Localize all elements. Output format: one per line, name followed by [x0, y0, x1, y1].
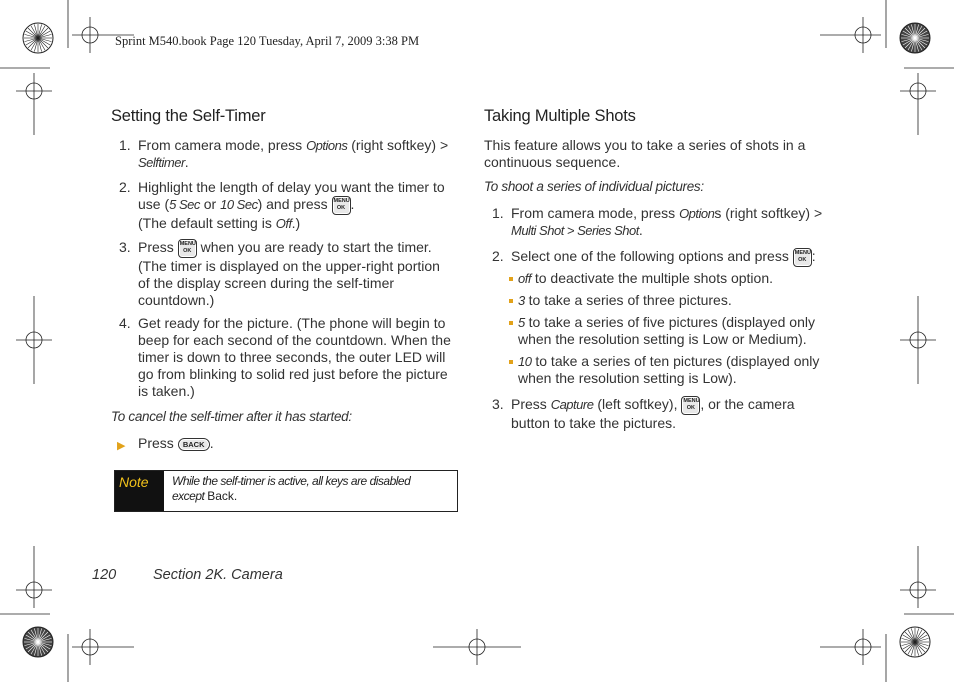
right-step-2: 2. Select one of the following options and press MENU OK : — [511, 248, 841, 267]
square-bullet-icon — [509, 299, 513, 303]
menu-ok-key-icon: MENU OK — [681, 396, 700, 415]
cancel-subheading: To cancel the self-timer after it has started: — [111, 409, 352, 424]
crosshair-bottom-2 — [433, 629, 521, 665]
crosshair-left-2 — [16, 296, 52, 384]
square-bullet-icon — [509, 321, 513, 325]
crosshair-bottom-1 — [72, 629, 134, 665]
option-3: 3 to take a series of three pictures. — [518, 292, 732, 309]
press-back-line: ▶ Press BACK . — [138, 435, 214, 452]
back-key-icon: BACK — [178, 438, 210, 451]
square-bullet-icon — [509, 360, 513, 364]
right-step-1: 1. From camera mode, press Options (right softkey) > Multi Shot > Series Shot. — [492, 205, 823, 238]
note-label: Note — [115, 471, 164, 511]
left-step-2: 2. Highlight the length of delay you want the timer to use (5 Sec or 10 Sec) and press MENU OK . (The default setting is Off.) — [119, 179, 445, 231]
right-step-3: 3. Press Capture (left softkey), MENU OK , or the camera button to take the pictures. — [492, 396, 795, 431]
option-off: off to deactivate the multiple shots option. — [518, 270, 773, 287]
left-step-3: 3. Press MENU OK when you are ready to start the timer. (The timer is displayed on the upper-right portion of the display screen during the self-timer countdown.) — [119, 239, 440, 308]
right-heading: Taking Multiple Shots — [484, 107, 636, 125]
series-subheading: To shoot a series of individual pictures: — [484, 179, 704, 194]
note-text: While the self-timer is active, all keys are disabled except Back. — [172, 474, 411, 503]
arrow-bullet-icon: ▶ — [117, 440, 126, 452]
crosshair-left-1 — [16, 73, 52, 135]
section-title: Section 2K. Camera — [153, 567, 283, 583]
crosshair-bottom-3 — [820, 629, 881, 665]
note-box — [114, 470, 458, 512]
page-number: 120 — [92, 567, 117, 583]
menu-ok-key-icon: MENU OK — [178, 239, 197, 258]
left-step-1: 1. From camera mode, press Options (right softkey) > Selftimer. — [119, 137, 449, 170]
left-heading: Setting the Self-Timer — [111, 107, 266, 125]
print-header: Sprint M540.book Page 120 Tuesday, April 7, 2009 3:38 PM — [115, 34, 420, 48]
crosshair-right-3 — [900, 546, 936, 608]
crosshair-top-2 — [820, 17, 881, 53]
crosshair-left-3 — [16, 546, 52, 608]
left-step-4: 4. Get ready for the picture. (The phone will begin to beep for each second of the countdown. When the timer is down to three seconds, the outer LED will go from blinking to solid red just before the picture is taken.) — [119, 315, 451, 399]
option-5: 5 to take a series of five pictures (displayed only when the resolution setting is Low or Medium). — [518, 314, 848, 348]
crosshair-right-1 — [900, 73, 936, 135]
crosshair-right-2 — [900, 296, 936, 384]
square-bullet-icon — [509, 277, 513, 281]
menu-ok-key-icon: MENU OK — [793, 248, 812, 267]
right-intro: This feature allows you to take a series of shots in a continuous sequence. — [484, 137, 806, 170]
option-10: 10 to take a series of ten pictures (displayed only when the resolution setting is Low). — [518, 353, 848, 387]
menu-ok-key-icon: MENU OK — [332, 196, 351, 215]
